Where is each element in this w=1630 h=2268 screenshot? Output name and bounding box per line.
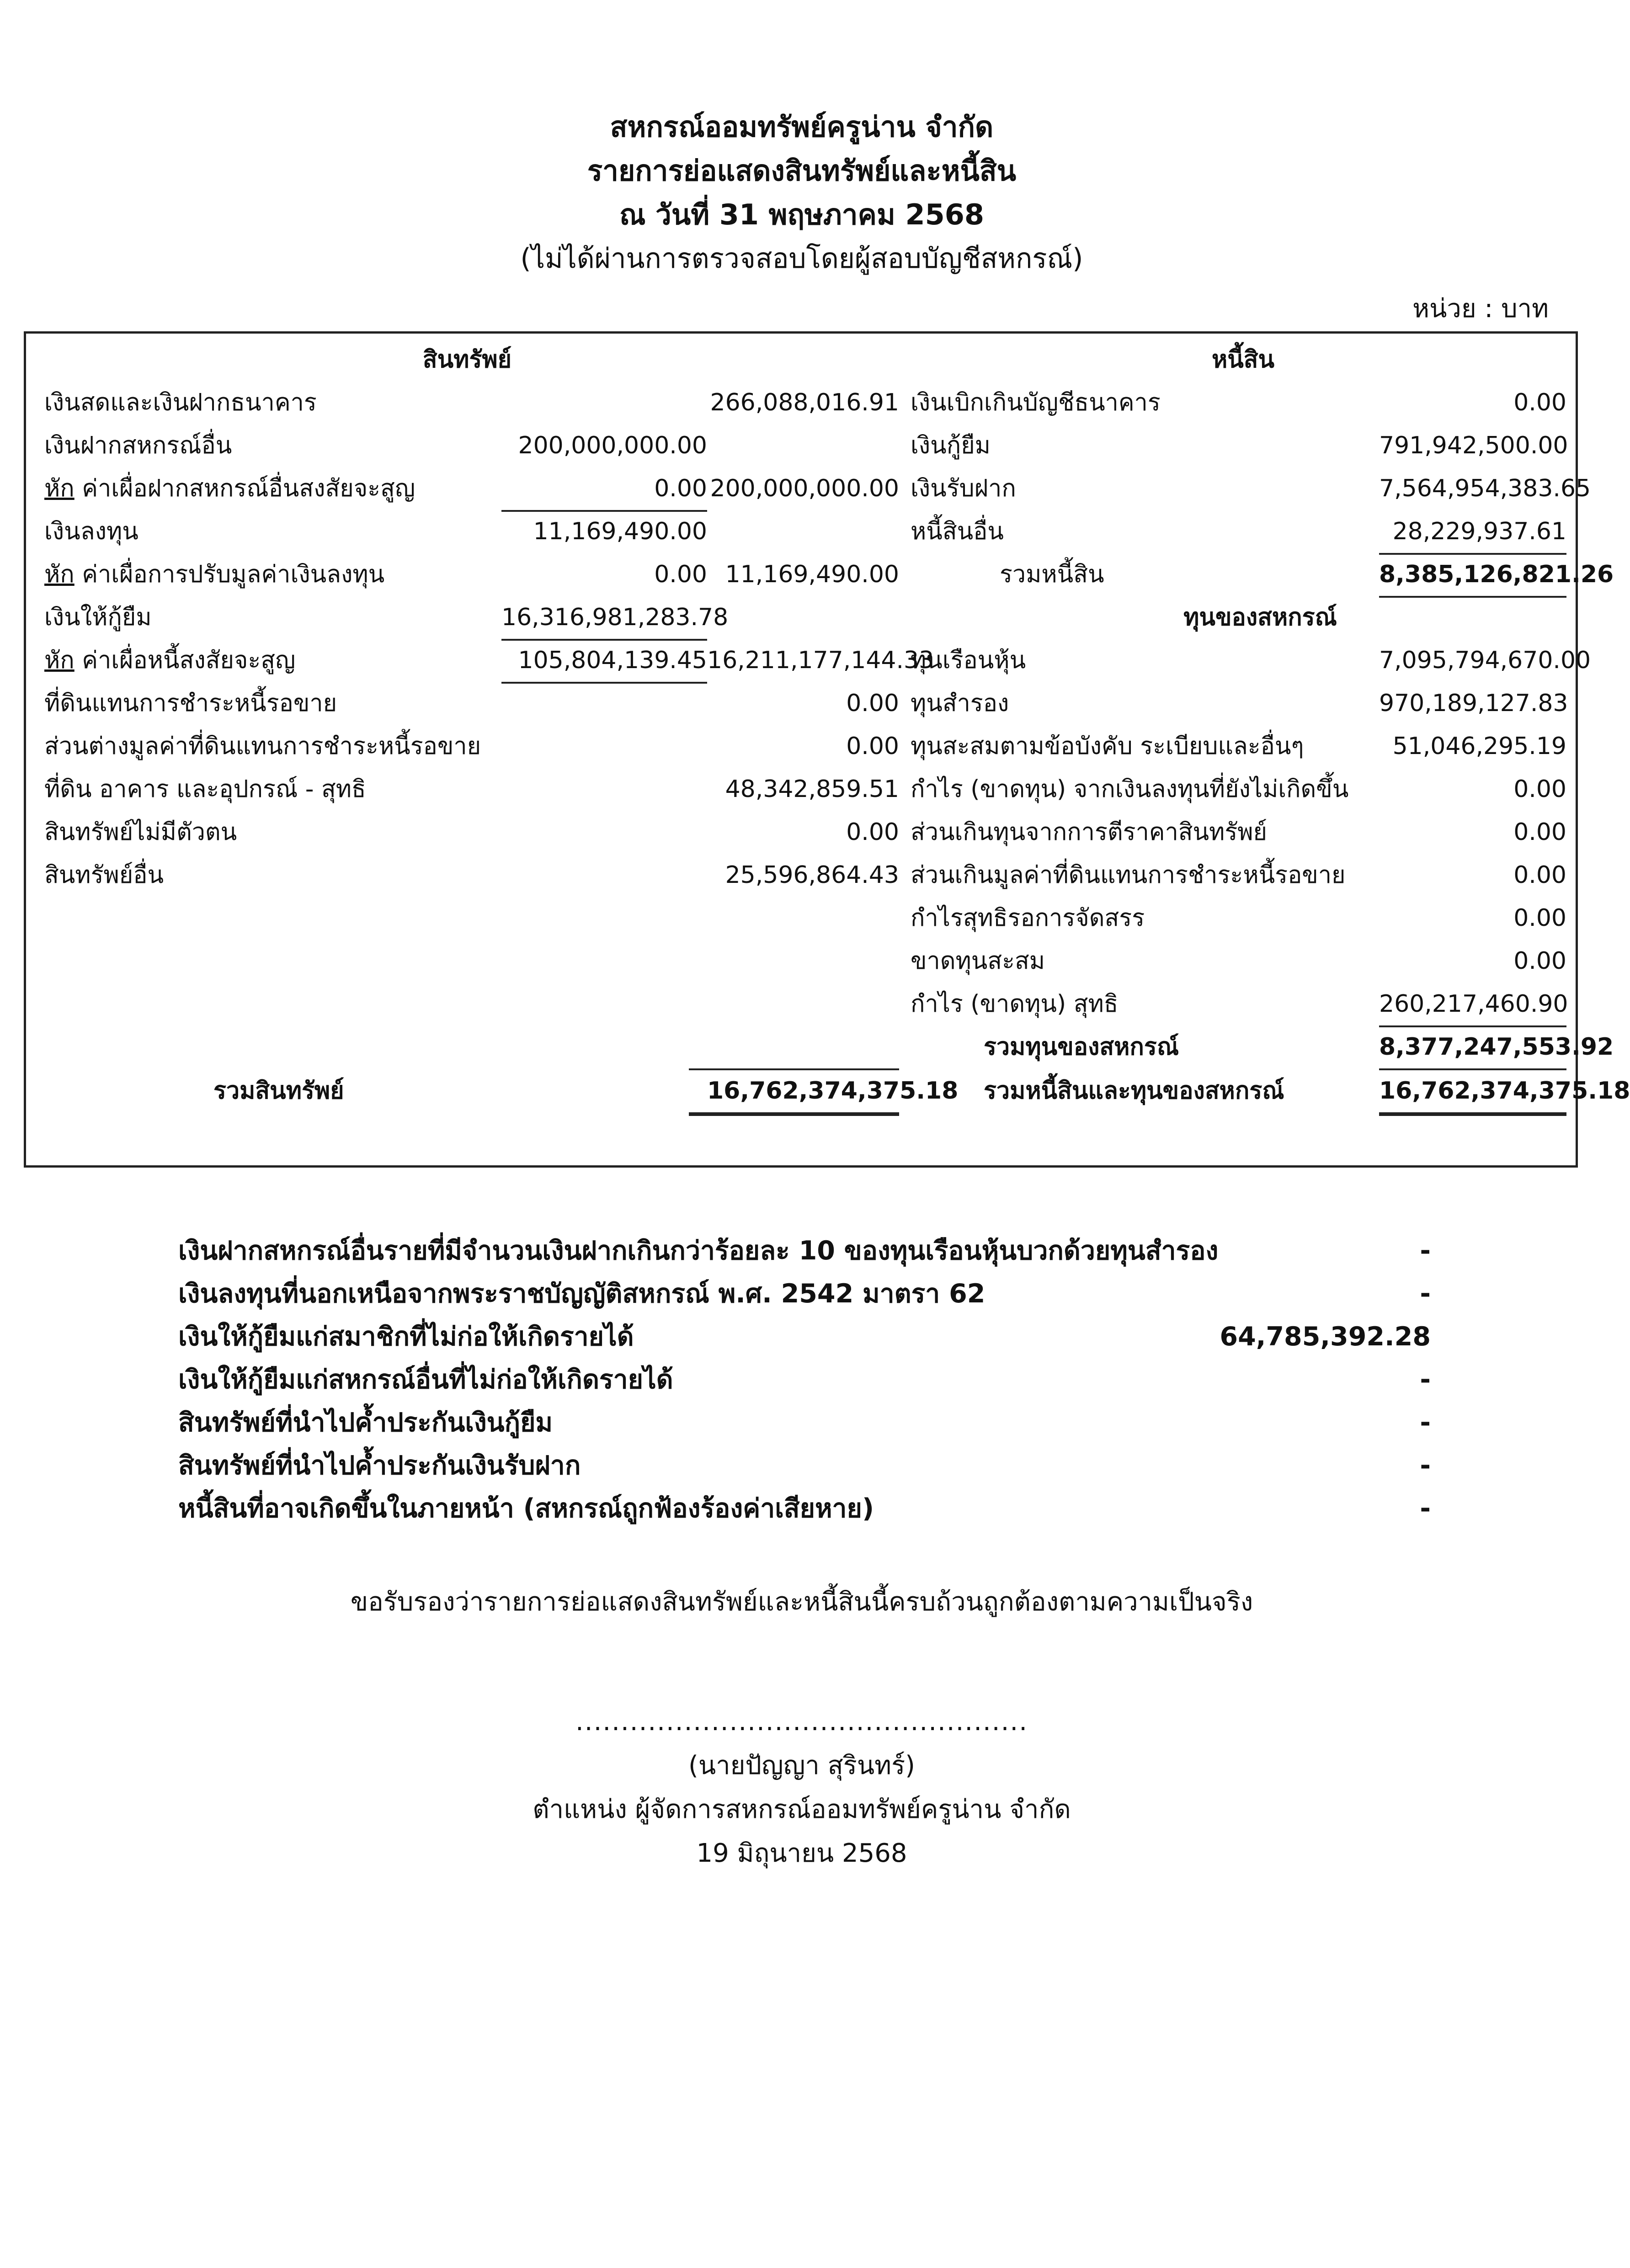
note-value: - bbox=[1420, 1236, 1431, 1266]
asset-gross-value: 11,169,490.00 bbox=[533, 518, 707, 545]
note-value: - bbox=[1420, 1450, 1431, 1481]
asset-label-text: ค่าเผื่อหนี้สงสัยจะสูญ bbox=[74, 647, 296, 674]
equity-value: 970,189,127.83 bbox=[1379, 690, 1568, 717]
note-value: - bbox=[1420, 1365, 1431, 1395]
equity-total-label: รวมทุนของสหกรณ์ bbox=[984, 1033, 1179, 1061]
equity-label: ทุนสำรอง bbox=[911, 690, 1009, 717]
note-value: - bbox=[1420, 1493, 1431, 1524]
deduct-prefix: หัก bbox=[44, 647, 75, 674]
liability-value: 28,229,937.61 bbox=[1392, 518, 1566, 545]
equity-row bbox=[26, 897, 1576, 940]
liability-row bbox=[26, 467, 1591, 510]
note-label: เงินฝากสหกรณ์อื่นรายที่มีจำนวนเงินฝากเกินกว่าร้อยละ 10 ของทุนเรือนหุ้นบวกด้วยทุนสำรอง bbox=[178, 1236, 1219, 1266]
note-label: สินทรัพย์ที่นำไปค้ำประกันเงินรับฝาก bbox=[178, 1450, 581, 1481]
equity-row bbox=[26, 811, 1576, 854]
asset-label: สินทรัพย์ไม่มีตัวตน bbox=[44, 818, 237, 846]
liability-label: หนี้สินอื่น bbox=[911, 518, 1004, 545]
assets-total-label: รวมสินทรัพย์ bbox=[213, 1077, 344, 1105]
certification-text: ขอรับรองว่ารายการย่อแสดงสินทรัพย์และหนี้สินนี้ครบถ้วนถูกต้องตามความเป็นจริง bbox=[350, 1587, 1253, 1617]
asset-label-text: ค่าเผื่อการปรับมูลค่าเงินลงทุน bbox=[74, 561, 385, 588]
asset-label-text: ค่าเผื่อฝากสหกรณ์อื่นสงสัยจะสูญ bbox=[74, 475, 415, 502]
asset-label: ที่ดินแทนการชำระหนี้รอขาย bbox=[44, 690, 337, 717]
assets-total-value: 16,762,374,375.18 bbox=[707, 1077, 959, 1105]
equity-value: 7,095,794,670.00 bbox=[1379, 647, 1591, 674]
asset-gross-value: 200,000,000.00 bbox=[518, 432, 707, 459]
liability-value: 791,942,500.00 bbox=[1379, 432, 1568, 459]
liabilities-heading: หนี้สิน bbox=[1211, 346, 1275, 373]
asset-value: 25,596,864.43 bbox=[725, 861, 899, 889]
equity-label: กำไรสุทธิรอการจัดสรร bbox=[911, 904, 1145, 932]
asset-value: 200,000,000.00 bbox=[710, 475, 899, 502]
equity-row bbox=[26, 854, 1576, 897]
note-label: หนี้สินที่อาจเกิดขึ้นในภายหน้า (สหกรณ์ถูกฟ้องร้องค่าเสียหาย) bbox=[178, 1493, 874, 1524]
liability-label: เงินรับฝาก bbox=[911, 475, 1016, 502]
equity-label: ทุนสะสมตามข้อบังคับ ระเบียบและอื่นๆ bbox=[911, 733, 1304, 760]
statement-table bbox=[24, 331, 1630, 1168]
asset-label: เงินฝากสหกรณ์อื่น bbox=[44, 432, 232, 459]
equity-row bbox=[26, 940, 1576, 983]
note-value: - bbox=[1420, 1408, 1431, 1438]
equity-label: ส่วนเกินทุนจากการตีราคาสินทรัพย์ bbox=[911, 818, 1267, 846]
note-label: เงินให้กู้ยืมแก่สหกรณ์อื่นที่ไม่ก่อให้เกิดรายได้ bbox=[178, 1365, 673, 1395]
liabilities-total-value: 8,385,126,821.26 bbox=[1379, 561, 1614, 588]
note-value: 64,785,392.28 bbox=[1220, 1322, 1431, 1352]
equity-value: 0.00 bbox=[1513, 818, 1566, 846]
double-underline bbox=[689, 1112, 899, 1116]
equity-label: กำไร (ขาดทุน) จากเงินลงทุนที่ยังไม่เกิดขึ้น bbox=[911, 775, 1349, 803]
asset-allowance-value: 0.00 bbox=[654, 561, 707, 588]
liabilities-total-label: รวมหนี้สิน bbox=[1000, 561, 1104, 588]
grand-total-row bbox=[26, 1069, 1630, 1112]
note-row bbox=[178, 1358, 1431, 1401]
equity-row bbox=[26, 983, 1576, 1025]
note-row bbox=[178, 1272, 1431, 1315]
document-header bbox=[0, 105, 1603, 281]
signature-block bbox=[0, 1700, 1603, 1875]
equity-value: 260,217,460.90 bbox=[1379, 990, 1568, 1018]
deduct-prefix: หัก bbox=[44, 561, 75, 588]
asset-label: เงินลงทุน bbox=[44, 518, 138, 545]
equity-value: 0.00 bbox=[1513, 904, 1566, 932]
signature-date: 19 มิถุนายน 2568 bbox=[696, 1838, 907, 1868]
asset-label: สินทรัพย์อื่น bbox=[44, 861, 164, 889]
equity-label: กำไร (ขาดทุน) สุทธิ bbox=[911, 990, 1119, 1018]
equity-total-value: 8,377,247,553.92 bbox=[1379, 1033, 1614, 1061]
equity-value: 0.00 bbox=[1513, 861, 1566, 889]
grand-total-value: 16,762,374,375.18 bbox=[1379, 1077, 1630, 1105]
asset-label: ส่วนต่างมูลค่าที่ดินแทนการชำระหนี้รอขาย bbox=[44, 733, 481, 760]
assets-heading: สินทรัพย์ bbox=[422, 346, 512, 373]
asset-value: 0.00 bbox=[846, 818, 899, 846]
disclosure-notes bbox=[178, 1229, 1431, 1530]
asset-gross-value: 16,316,981,283.78 bbox=[501, 604, 729, 631]
asset-label: เงินสดและเงินฝากธนาคาร bbox=[44, 389, 317, 416]
grand-total-label: รวมหนี้สินและทุนของสหกรณ์ bbox=[984, 1077, 1284, 1105]
note-label: สินทรัพย์ที่นำไปค้ำประกันเงินกู้ยืม bbox=[178, 1408, 553, 1438]
unit-label: หน่วย : บาท bbox=[1412, 294, 1549, 324]
signer-position: ตำแหน่ง ผู้จัดการสหกรณ์ออมทรัพย์ครูน่าน จำกัด bbox=[533, 1795, 1071, 1824]
equity-row bbox=[26, 682, 1576, 725]
document-date: ณ วันที่ 31 พฤษภาคม 2568 bbox=[619, 198, 985, 231]
note-row bbox=[178, 1487, 1431, 1530]
note-row bbox=[178, 1229, 1431, 1272]
asset-value: 11,169,490.00 bbox=[725, 561, 899, 588]
asset-value: 48,342,859.51 bbox=[725, 775, 899, 803]
asset-value: 0.00 bbox=[846, 690, 899, 717]
asset-value: 16,211,177,144.33 bbox=[707, 647, 934, 674]
signer-name: (นายปัญญา สุรินทร์) bbox=[688, 1751, 915, 1780]
liability-row bbox=[26, 381, 1576, 424]
equity-row bbox=[26, 725, 1576, 768]
asset-value: 266,088,016.91 bbox=[710, 389, 899, 416]
equity-row bbox=[26, 768, 1576, 811]
liability-row bbox=[26, 510, 1576, 553]
equity-value: 0.00 bbox=[1513, 947, 1566, 975]
asset-value: 0.00 bbox=[846, 733, 899, 760]
liabilities-total-row bbox=[26, 553, 1614, 596]
org-name: สหกรณ์ออมทรัพย์ครูน่าน จำกัด bbox=[610, 110, 994, 143]
deduct-prefix: หัก bbox=[44, 475, 75, 502]
liability-label: เงินกู้ยืม bbox=[911, 432, 991, 459]
equity-heading-row bbox=[26, 596, 1576, 639]
note-row bbox=[178, 1315, 1431, 1358]
liability-row bbox=[26, 424, 1576, 467]
asset-allowance-value: 0.00 bbox=[654, 475, 707, 502]
equity-heading: ทุนของสหกรณ์ bbox=[1183, 604, 1337, 631]
note-row bbox=[178, 1444, 1431, 1487]
asset-label: ที่ดิน อาคาร และอุปกรณ์ - สุทธิ bbox=[44, 775, 366, 803]
note-label: เงินให้กู้ยืมแก่สมาชิกที่ไม่ก่อให้เกิดรายได้ bbox=[178, 1322, 634, 1352]
note-row bbox=[178, 1401, 1431, 1444]
equity-value: 0.00 bbox=[1513, 775, 1566, 803]
equity-label: ทุนเรือนหุ้น bbox=[911, 647, 1026, 674]
double-underline bbox=[1379, 1112, 1566, 1116]
table-heading-row bbox=[26, 338, 1576, 381]
equity-label: ส่วนเกินมูลค่าที่ดินแทนการชำระหนี้รอขาย bbox=[911, 861, 1346, 889]
liability-value: 7,564,954,383.65 bbox=[1379, 475, 1591, 502]
document-title: รายการย่อแสดงสินทรัพย์และหนี้สิน bbox=[587, 154, 1017, 187]
asset-allowance-value: 105,804,139.45 bbox=[518, 647, 707, 674]
equity-total-row bbox=[26, 1025, 1614, 1068]
liability-label: เงินเบิกเกินบัญชีธนาคาร bbox=[911, 389, 1161, 416]
signature-line: .................................................. bbox=[575, 1707, 1028, 1737]
note-value: - bbox=[1420, 1279, 1431, 1309]
equity-label: ขาดทุนสะสม bbox=[911, 947, 1045, 975]
equity-value: 51,046,295.19 bbox=[1392, 733, 1566, 760]
note-label: เงินลงทุนที่นอกเหนือจากพระราชบัญญัติสหกรณ์ พ.ศ. 2542 มาตรา 62 bbox=[178, 1279, 985, 1309]
asset-label: เงินให้กู้ยืม bbox=[44, 604, 152, 631]
equity-row bbox=[26, 639, 1591, 682]
liability-value: 0.00 bbox=[1513, 389, 1566, 416]
audit-note: (ไม่ได้ผ่านการตรวจสอบโดยผู้สอบบัญชีสหกรณ์) bbox=[520, 243, 1083, 275]
